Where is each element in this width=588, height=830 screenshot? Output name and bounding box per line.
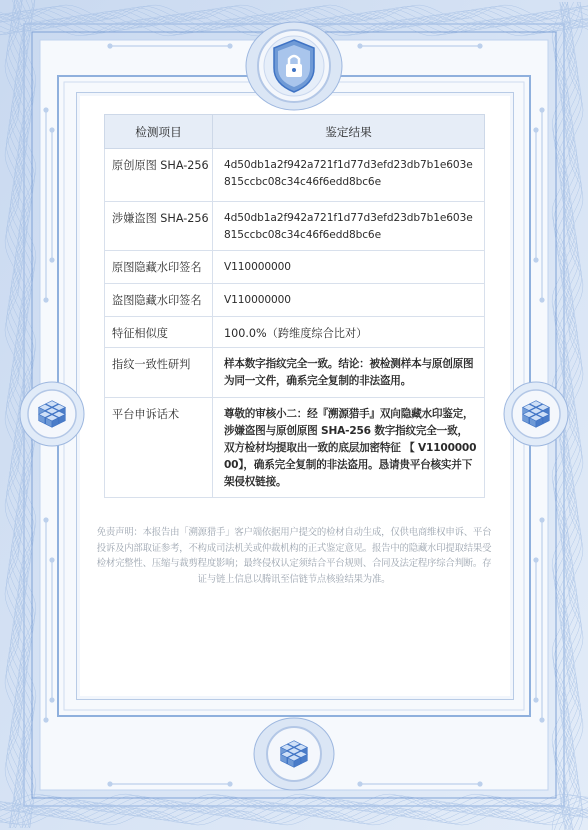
table-row xyxy=(105,149,485,202)
shield-lock-icon xyxy=(244,20,344,112)
row-label: 原创原图 SHA-256 xyxy=(105,149,213,202)
row-value: 4d50db1a2f942a721f1d77d3efd23db7b1e603e815ccbc08c34c46f6edd8bc6e xyxy=(213,202,485,251)
table-row xyxy=(105,202,485,251)
row-label: 涉嫌盗图 SHA-256 xyxy=(105,202,213,251)
row-value: 100.0%（跨维度综合比对） xyxy=(213,317,485,348)
inspection-table xyxy=(104,114,485,498)
row-value: 样本数字指纹完全一致。结论：被检测样本与原创原图为同一文件，确系完全复制的非法盗用。 xyxy=(213,348,485,398)
table-row xyxy=(105,348,485,398)
table-row xyxy=(105,398,485,498)
table-row xyxy=(105,317,485,348)
row-value: 尊敬的审核小二：经『溯源猎手』双向隐藏水印鉴定，涉嫌盗图与原创原图 SHA-256 数字指纹完全一致，双方检材均提取出一致的底层加密特征 【 V110000000】，确系完全复制的非法盗用。恳请贵平台核实并下架侵权链接。 xyxy=(213,398,485,498)
disclaimer-text: 免责声明：本报告由「溯源猎手」客户端依据用户提交的检材自动生成，仅供电商维权申诉、平台投诉及内部取证参考，不构成司法机关或仲裁机构的正式鉴定意见。报告中的隐藏水印提取结果受检材完整性、压缩与裁剪程度影响；最终侵权认定须结合平台规则、合同及法定程序综合判断。存证与链上信息以腾讯至信链节点核验结果为准。 xyxy=(96,527,492,585)
row-label: 指纹一致性研判 xyxy=(105,348,213,398)
data-cubes-icon xyxy=(252,716,336,792)
row-label: 特征相似度 xyxy=(105,317,213,348)
data-cubes-icon xyxy=(502,380,570,448)
row-value: V110000000 xyxy=(213,284,485,317)
data-cubes-icon xyxy=(18,380,86,448)
row-label: 盗图隐藏水印签名 xyxy=(105,284,213,317)
row-value: V110000000 xyxy=(213,251,485,284)
table-header-row xyxy=(105,115,485,149)
column-header-result: 鉴定结果 xyxy=(213,115,485,149)
row-label: 原图隐藏水印签名 xyxy=(105,251,213,284)
row-value: 4d50db1a2f942a721f1d77d3efd23db7b1e603e815ccbc08c34c46f6edd8bc6e xyxy=(213,149,485,202)
table-row xyxy=(105,284,485,317)
row-label: 平台申诉话术 xyxy=(105,398,213,498)
table-row xyxy=(105,251,485,284)
column-header-item: 检测项目 xyxy=(105,115,213,149)
